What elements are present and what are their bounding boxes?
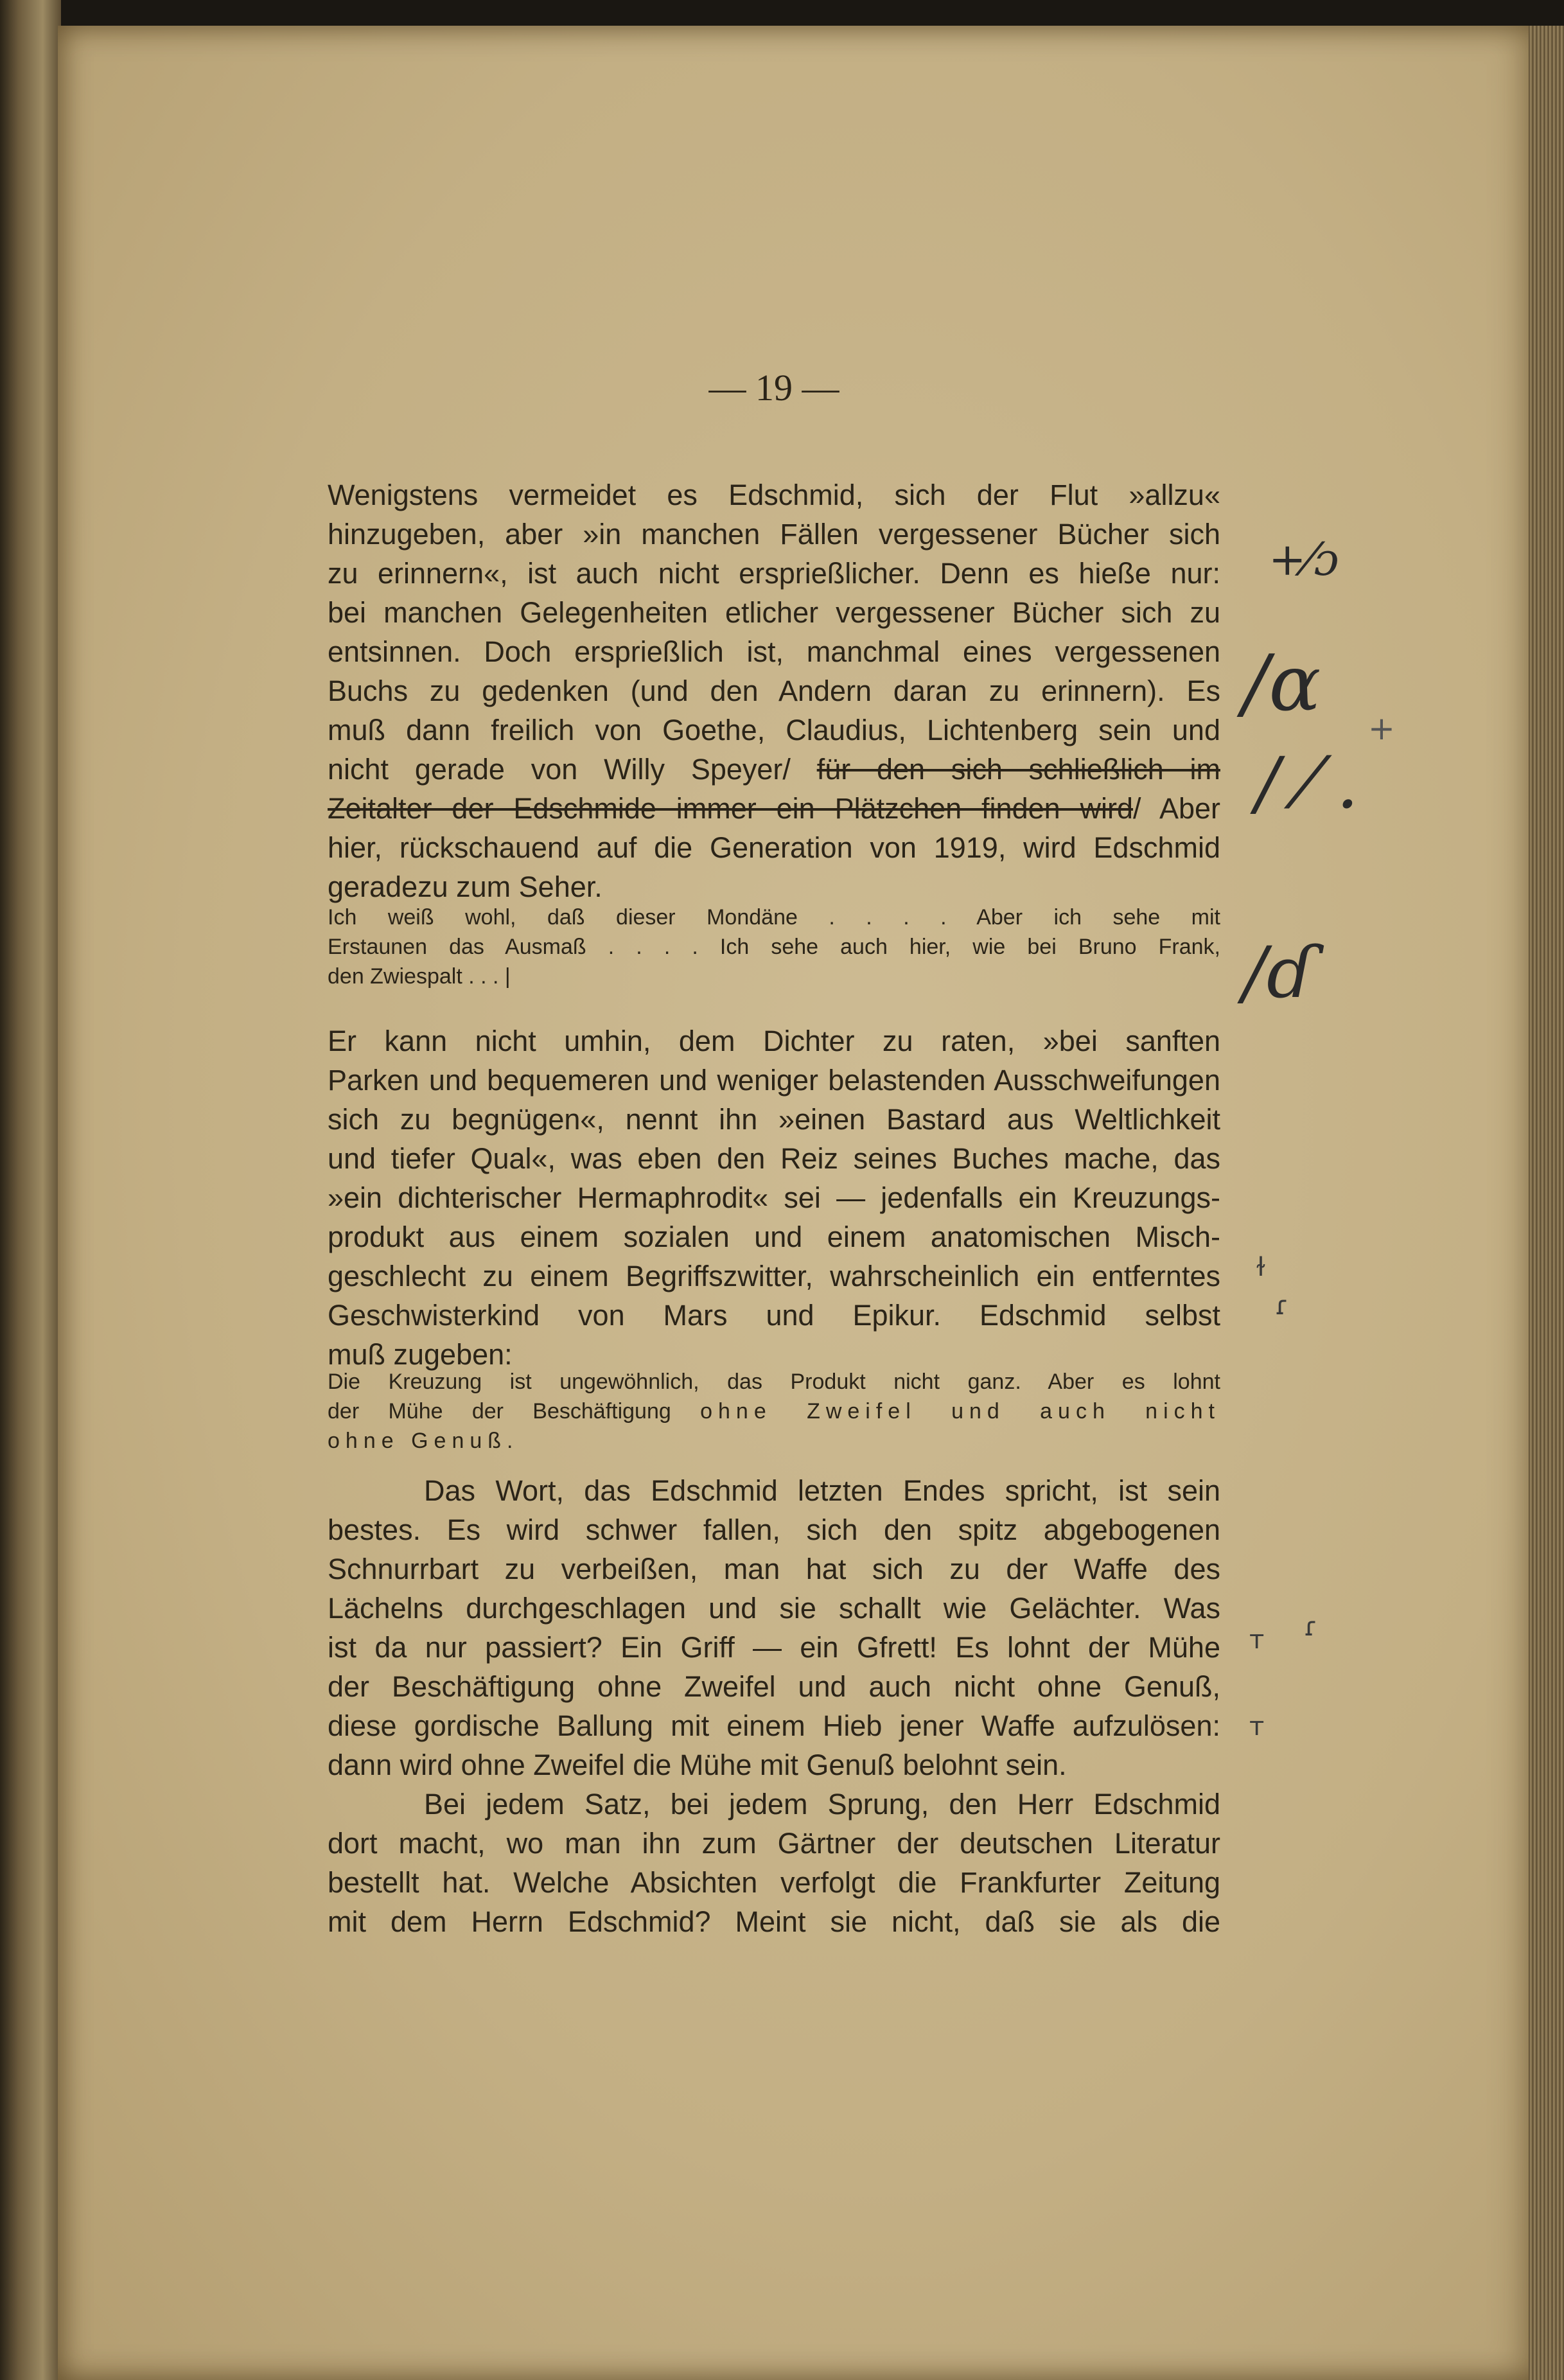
spaced-emphasis: ohne Zweifel und auch nicht: [700, 1399, 1220, 1424]
text-line: Wenigstens vermeidet es Edschmid, sich der Flut »allzu«: [328, 479, 1220, 511]
text-line: mit dem Herrn Edschmid? Meint sie nicht, daß sie als die: [328, 1905, 1220, 1938]
struck-text: für den sich schließlich im: [816, 753, 1220, 786]
margin-tick-mark: ɾ: [1304, 1612, 1318, 1642]
text-line: Das Wort, das Edschmid letzten Endes spricht, ist sein: [424, 1474, 1220, 1507]
text-line: Schnurrbart zu verbeißen, man hat sich zu der Waffe des: [328, 1553, 1220, 1585]
margin-tick-mark: ᴛ: [1249, 1625, 1265, 1655]
block-quote-2: [328, 1367, 1220, 1456]
facing-page-edge: [0, 0, 61, 2380]
quote-line: Erstaunen das Ausmaß . . . . Ich sehe auch hier, wie bei Bruno Frank,: [328, 935, 1220, 959]
text-line: muß dann freilich von Goethe, Claudius, Lichtenberg sein und: [328, 714, 1220, 746]
text-line: bestellt hat. Welche Absichten verfolgt die Frankfurter Zeitung: [328, 1866, 1220, 1899]
text-line: Er kann nicht umhin, dem Dichter zu raten, »bei sanften: [328, 1025, 1220, 1057]
text-line: Parken und bequemeren und weniger belastenden Ausschweifungen: [328, 1064, 1220, 1097]
handwritten-note: / ⁄ .: [1256, 742, 1359, 824]
text-line: Zeitalter der Edschmide immer ein Plätzchen finden wird/ Aber: [328, 792, 1220, 825]
text-line: muß zugeben:: [328, 1338, 513, 1371]
quote-line: Ich weiß wohl, daß dieser Mondäne . . . . Aber ich sehe mit: [328, 905, 1220, 930]
paragraph-2: [328, 1021, 1220, 1374]
text-line: geradezu zum Seher.: [328, 870, 602, 903]
line-normal-text: nicht gerade von Willy Speyer: [328, 753, 783, 786]
paragraph-1: [328, 475, 1220, 906]
struck-text: Zeitalter der Edschmide immer ein Plätzchen finden wird: [328, 792, 1134, 825]
quote-line: den Zwiespalt . . . |: [328, 964, 511, 989]
text-line: und tiefer Qual«, was eben den Reiz seines Buches mache, das: [328, 1142, 1220, 1175]
page-stack-edge: [1529, 26, 1564, 2380]
handwritten-note: /ɑ: [1243, 639, 1321, 728]
text-line: bei manchen Gelegenheiten etlicher vergessener Bücher sich zu: [328, 596, 1220, 629]
text-line: der Beschäftigung ohne Zweifel und auch nicht ohne Genuß,: [328, 1670, 1220, 1703]
margin-tick-mark: ɾ: [1275, 1291, 1289, 1321]
handwritten-note: +⁄ɔ: [1269, 533, 1339, 586]
text-line: produkt aus einem sozialen und einem anatomischen Misch-: [328, 1221, 1220, 1253]
block-quote-1: [328, 903, 1220, 991]
text-line: entsinnen. Doch ersprießlich ist, manchmal eines vergessenen: [328, 635, 1220, 668]
quote-text: der Mühe der Beschäftigung: [328, 1399, 671, 1424]
line-normal-text: Aber: [1159, 792, 1220, 825]
margin-tick-mark: ɫ: [1256, 1253, 1266, 1282]
text-line: »ein dichterischer Hermaphrodit« sei — jedenfalls ein Kreuzungs-: [328, 1181, 1220, 1214]
margin-cross-mark: +: [1368, 710, 1395, 747]
quote-line: [328, 1397, 1220, 1426]
text-line: dort macht, wo man ihn zum Gärtner der deutschen Literatur: [328, 1827, 1220, 1860]
text-line: hier, rückschauend auf die Generation von 1919, wird Edschmid: [328, 831, 1220, 864]
text-line: dann wird ohne Zweifel die Mühe mit Genuß belohnt sein.: [328, 1749, 1067, 1781]
page-number: — 19 —: [708, 367, 839, 409]
text-line: Lächelns durchgeschlagen und sie schallt wie Gelächter. Was: [328, 1592, 1220, 1625]
text-line: Geschwisterkind von Mars und Epikur. Edschmid selbst: [328, 1299, 1220, 1332]
text-line: zu erinnern«, ist auch nicht ersprießlicher. Denn es hieße nur:: [328, 557, 1220, 590]
margin-tick-mark: ᴛ: [1249, 1712, 1265, 1741]
text-line: sich zu begnügen«, nennt ihn »einen Bastard aus Weltlichkeit: [328, 1103, 1220, 1136]
text-line: hinzugeben, aber »in manchen Fällen vergessener Bücher sich: [328, 518, 1220, 551]
quote-line: Die Kreuzung ist ungewöhnlich, das Produkt nicht ganz. Aber es lohnt: [328, 1370, 1220, 1394]
handwritten-note: /ɗ: [1243, 931, 1315, 1014]
paragraph-3: [328, 1471, 1220, 1941]
text-line: Buchs zu gedenken (und den Andern daran zu erinnern). Es: [328, 674, 1220, 707]
text-line: bestes. Es wird schwer fallen, sich den spitz abgebogenen: [328, 1513, 1220, 1546]
spaced-emphasis: ohne Genuß.: [328, 1429, 519, 1453]
text-line: diese gordische Ballung mit einem Hieb jener Waffe aufzulösen:: [328, 1709, 1220, 1742]
text-line: ist da nur passiert? Ein Griff — ein Gfrett! Es lohnt der Mühe: [328, 1631, 1220, 1664]
text-line: nicht gerade von Willy Speyer/ für den sich schließlich im: [328, 753, 1220, 786]
text-line: Bei jedem Satz, bei jedem Sprung, den Herr Edschmid: [424, 1788, 1220, 1820]
text-line: geschlecht zu einem Begriffszwitter, wahrscheinlich ein entferntes: [328, 1260, 1220, 1292]
